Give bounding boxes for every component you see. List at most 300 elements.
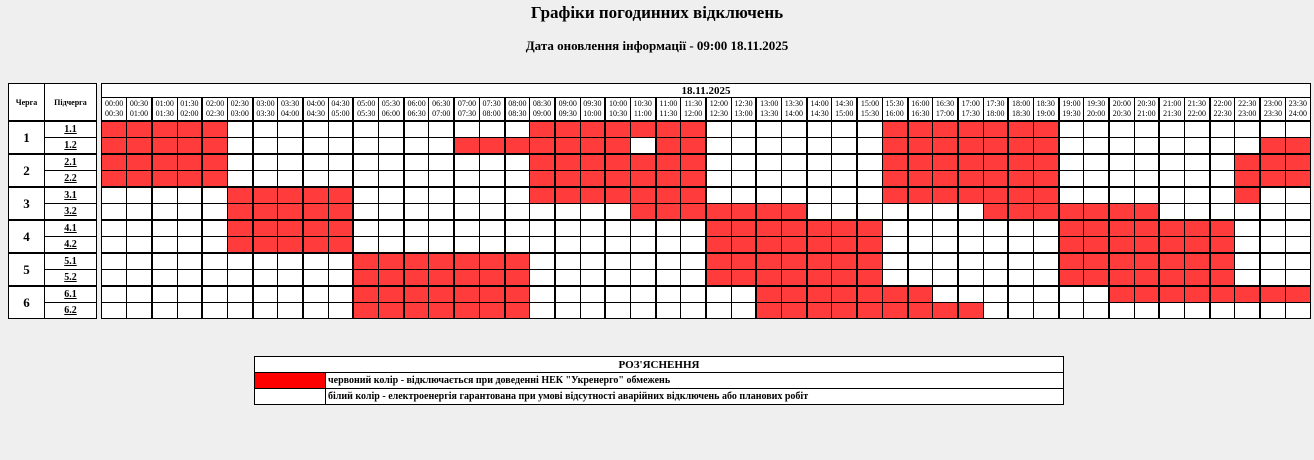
power-slot — [555, 270, 580, 287]
subqueue-cell — [45, 138, 97, 155]
outage-slot — [127, 121, 152, 138]
power-slot — [1059, 138, 1084, 155]
outage-slot — [656, 154, 681, 171]
power-slot — [782, 187, 807, 204]
power-slot — [706, 187, 731, 204]
power-slot — [253, 121, 278, 138]
outage-slot — [782, 303, 807, 319]
subqueue-link[interactable]: 6.2 — [64, 305, 77, 316]
power-slot — [177, 220, 202, 237]
outage-slot — [782, 204, 807, 221]
power-slot — [681, 237, 706, 254]
power-slot — [1235, 138, 1260, 155]
power-slot — [127, 270, 152, 287]
outage-slot — [908, 154, 933, 171]
power-slot — [102, 270, 127, 287]
outage-schedule-table — [8, 83, 1311, 319]
subqueue-link[interactable]: 5.2 — [64, 272, 77, 283]
power-slot — [908, 237, 933, 254]
outage-slot — [555, 121, 580, 138]
power-slot — [278, 154, 303, 171]
power-slot — [1185, 204, 1210, 221]
power-slot — [278, 253, 303, 270]
outage-slot — [328, 237, 353, 254]
power-slot — [555, 204, 580, 221]
power-slot — [1008, 253, 1033, 270]
power-slot — [1210, 171, 1235, 188]
power-slot — [555, 253, 580, 270]
power-slot — [505, 204, 530, 221]
outage-slot — [530, 121, 555, 138]
outage-slot — [1008, 204, 1033, 221]
power-slot — [857, 187, 882, 204]
power-slot — [706, 171, 731, 188]
outage-slot — [429, 270, 454, 287]
outage-slot — [177, 121, 202, 138]
outage-slot — [530, 171, 555, 188]
power-slot — [429, 187, 454, 204]
power-slot — [1210, 303, 1235, 319]
outage-slot — [1185, 237, 1210, 254]
power-slot — [782, 138, 807, 155]
time-slot-header: 09:30 10:00 — [580, 98, 605, 122]
power-slot — [1260, 187, 1285, 204]
time-slot-header: 18:00 18:30 — [1008, 98, 1033, 122]
outage-slot — [102, 154, 127, 171]
power-slot — [1260, 204, 1285, 221]
power-slot — [404, 187, 429, 204]
power-slot — [328, 121, 353, 138]
queue-column-header: Черга — [9, 84, 45, 122]
power-slot — [303, 121, 328, 138]
time-slot-header: 20:30 21:00 — [1134, 98, 1159, 122]
power-slot — [454, 237, 479, 254]
power-slot — [328, 303, 353, 319]
outage-slot — [454, 286, 479, 303]
power-slot — [731, 171, 756, 188]
power-slot — [1084, 187, 1109, 204]
outage-slot — [958, 171, 983, 188]
outage-slot — [227, 187, 252, 204]
outage-slot — [933, 187, 958, 204]
outage-slot — [908, 121, 933, 138]
power-slot — [857, 121, 882, 138]
power-slot — [177, 187, 202, 204]
outage-slot — [656, 171, 681, 188]
outage-slot — [303, 187, 328, 204]
power-slot — [1285, 253, 1310, 270]
power-slot — [1235, 253, 1260, 270]
outage-slot — [278, 187, 303, 204]
power-slot — [303, 171, 328, 188]
power-slot — [278, 286, 303, 303]
outage-slot — [127, 138, 152, 155]
power-slot — [1008, 237, 1033, 254]
power-slot — [227, 138, 252, 155]
outage-slot — [555, 138, 580, 155]
outage-slot — [857, 237, 882, 254]
outage-slot — [857, 270, 882, 287]
time-slot-header: 11:30 12:00 — [681, 98, 706, 122]
power-slot — [253, 154, 278, 171]
power-slot — [127, 187, 152, 204]
outage-slot — [454, 270, 479, 287]
power-slot — [882, 204, 907, 221]
outage-slot — [1210, 286, 1235, 303]
power-slot — [580, 303, 605, 319]
power-slot — [227, 303, 252, 319]
power-slot — [605, 286, 630, 303]
outage-slot — [832, 237, 857, 254]
power-slot — [429, 154, 454, 171]
power-slot — [1109, 303, 1134, 319]
table-row — [9, 253, 1311, 270]
power-slot — [1235, 121, 1260, 138]
power-slot — [580, 237, 605, 254]
outage-slot — [479, 270, 504, 287]
power-slot — [303, 253, 328, 270]
outage-slot — [908, 187, 933, 204]
power-slot — [731, 138, 756, 155]
power-slot — [933, 270, 958, 287]
outage-slot — [227, 204, 252, 221]
power-slot — [807, 121, 832, 138]
outage-slot — [1059, 204, 1084, 221]
power-slot — [580, 204, 605, 221]
power-slot — [429, 171, 454, 188]
time-slot-header: 23:00 23:30 — [1260, 98, 1285, 122]
power-slot — [958, 220, 983, 237]
time-slot-header: 12:00 12:30 — [706, 98, 731, 122]
power-slot — [630, 270, 655, 287]
power-slot — [983, 237, 1008, 254]
outage-slot — [555, 171, 580, 188]
power-slot — [505, 187, 530, 204]
outage-slot — [404, 270, 429, 287]
subqueue-cell — [45, 187, 97, 204]
power-slot — [177, 286, 202, 303]
outage-slot — [756, 270, 781, 287]
power-slot — [454, 154, 479, 171]
table-row — [9, 204, 1311, 221]
power-slot — [328, 171, 353, 188]
power-slot — [1033, 237, 1058, 254]
outage-slot — [102, 121, 127, 138]
power-slot — [706, 138, 731, 155]
power-slot — [731, 286, 756, 303]
power-slot — [454, 220, 479, 237]
outage-slot — [908, 303, 933, 319]
power-slot — [1008, 303, 1033, 319]
power-slot — [152, 270, 177, 287]
power-slot — [656, 253, 681, 270]
power-slot — [202, 253, 227, 270]
time-slot-header: 05:30 06:00 — [379, 98, 404, 122]
power-slot — [832, 154, 857, 171]
outage-slot — [328, 220, 353, 237]
power-slot — [1033, 270, 1058, 287]
power-slot — [404, 121, 429, 138]
power-slot — [706, 286, 731, 303]
power-slot — [1109, 171, 1134, 188]
outage-slot — [933, 154, 958, 171]
power-slot — [303, 303, 328, 319]
subqueue-column-header: Підчерга — [45, 84, 97, 122]
power-slot — [1084, 171, 1109, 188]
outage-slot — [177, 138, 202, 155]
page-title: Графіки погодинних відключень — [530, 3, 784, 22]
power-slot — [656, 220, 681, 237]
subqueue-cell — [45, 204, 97, 221]
subqueue-link[interactable]: 4.2 — [64, 239, 77, 250]
outage-slot — [681, 138, 706, 155]
outage-slot — [505, 303, 530, 319]
time-slot-header: 08:00 08:30 — [505, 98, 530, 122]
time-slot-header: 05:00 05:30 — [353, 98, 378, 122]
power-slot — [253, 253, 278, 270]
outage-slot — [630, 121, 655, 138]
legend-table — [254, 356, 1064, 405]
subqueue-link[interactable]: 2.1 — [64, 157, 77, 168]
power-slot — [1285, 220, 1310, 237]
time-slot-header: 07:00 07:30 — [454, 98, 479, 122]
outage-slot — [379, 303, 404, 319]
time-slot-header: 06:00 06:30 — [404, 98, 429, 122]
outage-slot — [1134, 270, 1159, 287]
outage-slot — [1134, 286, 1159, 303]
outage-slot — [580, 171, 605, 188]
power-slot — [227, 253, 252, 270]
power-slot — [1235, 270, 1260, 287]
subqueue-link[interactable]: 3.2 — [64, 206, 77, 217]
outage-slot — [429, 303, 454, 319]
outage-slot — [1185, 253, 1210, 270]
subqueue-link[interactable]: 6.1 — [64, 289, 77, 300]
power-slot — [353, 171, 378, 188]
power-slot — [1260, 237, 1285, 254]
power-slot — [1159, 187, 1184, 204]
power-slot — [656, 270, 681, 287]
outage-slot — [1033, 204, 1058, 221]
outage-slot — [983, 187, 1008, 204]
power-slot — [1260, 220, 1285, 237]
outage-slot — [404, 286, 429, 303]
white-swatch — [255, 389, 326, 405]
outage-slot — [429, 286, 454, 303]
schedule-date: 18.11.2025 — [102, 84, 1311, 98]
outage-slot — [807, 303, 832, 319]
outage-slot — [681, 154, 706, 171]
outage-slot — [1084, 237, 1109, 254]
table-row — [9, 220, 1311, 237]
outage-slot — [656, 204, 681, 221]
outage-slot — [1210, 220, 1235, 237]
subqueue-link[interactable]: 3.1 — [64, 190, 77, 201]
power-slot — [933, 204, 958, 221]
power-slot — [983, 303, 1008, 319]
power-slot — [303, 270, 328, 287]
subqueue-link[interactable]: 4.1 — [64, 223, 77, 234]
power-slot — [908, 270, 933, 287]
power-slot — [404, 237, 429, 254]
power-slot — [429, 220, 454, 237]
power-slot — [1260, 121, 1285, 138]
outage-slot — [933, 121, 958, 138]
power-slot — [530, 220, 555, 237]
power-slot — [1159, 303, 1184, 319]
power-slot — [152, 237, 177, 254]
outage-slot — [253, 220, 278, 237]
power-slot — [681, 286, 706, 303]
power-slot — [1109, 121, 1134, 138]
time-slot-header: 22:00 22:30 — [1210, 98, 1235, 122]
power-slot — [807, 204, 832, 221]
power-slot — [530, 237, 555, 254]
power-slot — [1134, 171, 1159, 188]
outage-slot — [555, 187, 580, 204]
power-slot — [1134, 121, 1159, 138]
outage-slot — [1210, 237, 1235, 254]
outage-slot — [1033, 138, 1058, 155]
outage-slot — [1059, 253, 1084, 270]
outage-slot — [379, 286, 404, 303]
power-slot — [1059, 154, 1084, 171]
power-slot — [353, 237, 378, 254]
outage-slot — [530, 138, 555, 155]
outage-slot — [1109, 253, 1134, 270]
power-slot — [1159, 121, 1184, 138]
outage-slot — [832, 286, 857, 303]
outage-slot — [756, 303, 781, 319]
outage-slot — [882, 171, 907, 188]
power-slot — [555, 303, 580, 319]
outage-slot — [177, 171, 202, 188]
power-slot — [1285, 204, 1310, 221]
power-slot — [1235, 303, 1260, 319]
outage-slot — [1185, 220, 1210, 237]
outage-slot — [1134, 237, 1159, 254]
time-slot-header: 15:00 15:30 — [857, 98, 882, 122]
power-slot — [353, 154, 378, 171]
power-slot — [328, 253, 353, 270]
power-slot — [580, 220, 605, 237]
outage-slot — [227, 237, 252, 254]
time-slot-header: 16:00 16:30 — [908, 98, 933, 122]
power-slot — [353, 187, 378, 204]
outage-slot — [580, 138, 605, 155]
outage-slot — [1159, 253, 1184, 270]
outage-slot — [882, 138, 907, 155]
subqueue-link[interactable]: 1.1 — [64, 124, 77, 135]
outage-slot — [454, 253, 479, 270]
power-slot — [756, 187, 781, 204]
outage-slot — [202, 138, 227, 155]
outage-slot — [152, 121, 177, 138]
table-row — [9, 270, 1311, 287]
power-slot — [958, 286, 983, 303]
subqueue-link[interactable]: 1.2 — [64, 140, 77, 151]
power-slot — [681, 270, 706, 287]
outage-slot — [102, 171, 127, 188]
power-slot — [353, 220, 378, 237]
time-slot-header: 14:00 14:30 — [807, 98, 832, 122]
power-slot — [102, 204, 127, 221]
power-slot — [202, 286, 227, 303]
power-slot — [681, 253, 706, 270]
time-slot-header: 01:00 01:30 — [152, 98, 177, 122]
queue-label: 5 — [9, 253, 45, 286]
power-slot — [630, 220, 655, 237]
power-slot — [1059, 121, 1084, 138]
subqueue-cell — [45, 237, 97, 254]
time-slot-header: 19:00 19:30 — [1059, 98, 1084, 122]
power-slot — [227, 286, 252, 303]
outage-slot — [630, 204, 655, 221]
outage-slot — [656, 138, 681, 155]
outage-slot — [253, 187, 278, 204]
time-slot-header: 01:30 02:00 — [177, 98, 202, 122]
outage-slot — [479, 138, 504, 155]
outage-slot — [605, 171, 630, 188]
subqueue-link[interactable]: 2.2 — [64, 173, 77, 184]
outage-slot — [555, 154, 580, 171]
outage-slot — [454, 303, 479, 319]
power-slot — [102, 237, 127, 254]
power-slot — [479, 237, 504, 254]
outage-slot — [706, 270, 731, 287]
power-slot — [127, 237, 152, 254]
power-slot — [706, 154, 731, 171]
power-slot — [1033, 220, 1058, 237]
outage-slot — [681, 171, 706, 188]
subqueue-cell — [45, 253, 97, 270]
subqueue-link[interactable]: 5.1 — [64, 256, 77, 267]
outage-slot — [1285, 286, 1310, 303]
power-slot — [882, 237, 907, 254]
power-slot — [102, 253, 127, 270]
power-slot — [1134, 154, 1159, 171]
power-slot — [379, 171, 404, 188]
outage-slot — [1235, 286, 1260, 303]
power-slot — [1008, 220, 1033, 237]
outage-slot — [1084, 253, 1109, 270]
outage-slot — [1159, 237, 1184, 254]
power-slot — [1285, 303, 1310, 319]
time-slot-header: 03:30 04:00 — [278, 98, 303, 122]
table-row — [9, 237, 1311, 254]
table-row — [9, 154, 1311, 171]
outage-slot — [731, 220, 756, 237]
power-slot — [278, 138, 303, 155]
time-slot-header: 02:30 03:00 — [227, 98, 252, 122]
power-slot — [1109, 154, 1134, 171]
power-slot — [253, 286, 278, 303]
outage-slot — [782, 220, 807, 237]
power-slot — [102, 303, 127, 319]
power-slot — [404, 204, 429, 221]
power-slot — [429, 121, 454, 138]
power-slot — [479, 154, 504, 171]
power-slot — [303, 154, 328, 171]
outage-slot — [1059, 237, 1084, 254]
outage-slot — [328, 187, 353, 204]
outage-slot — [1260, 286, 1285, 303]
power-slot — [630, 237, 655, 254]
power-slot — [454, 187, 479, 204]
power-slot — [429, 138, 454, 155]
power-slot — [379, 187, 404, 204]
time-slot-header: 22:30 23:00 — [1235, 98, 1260, 122]
